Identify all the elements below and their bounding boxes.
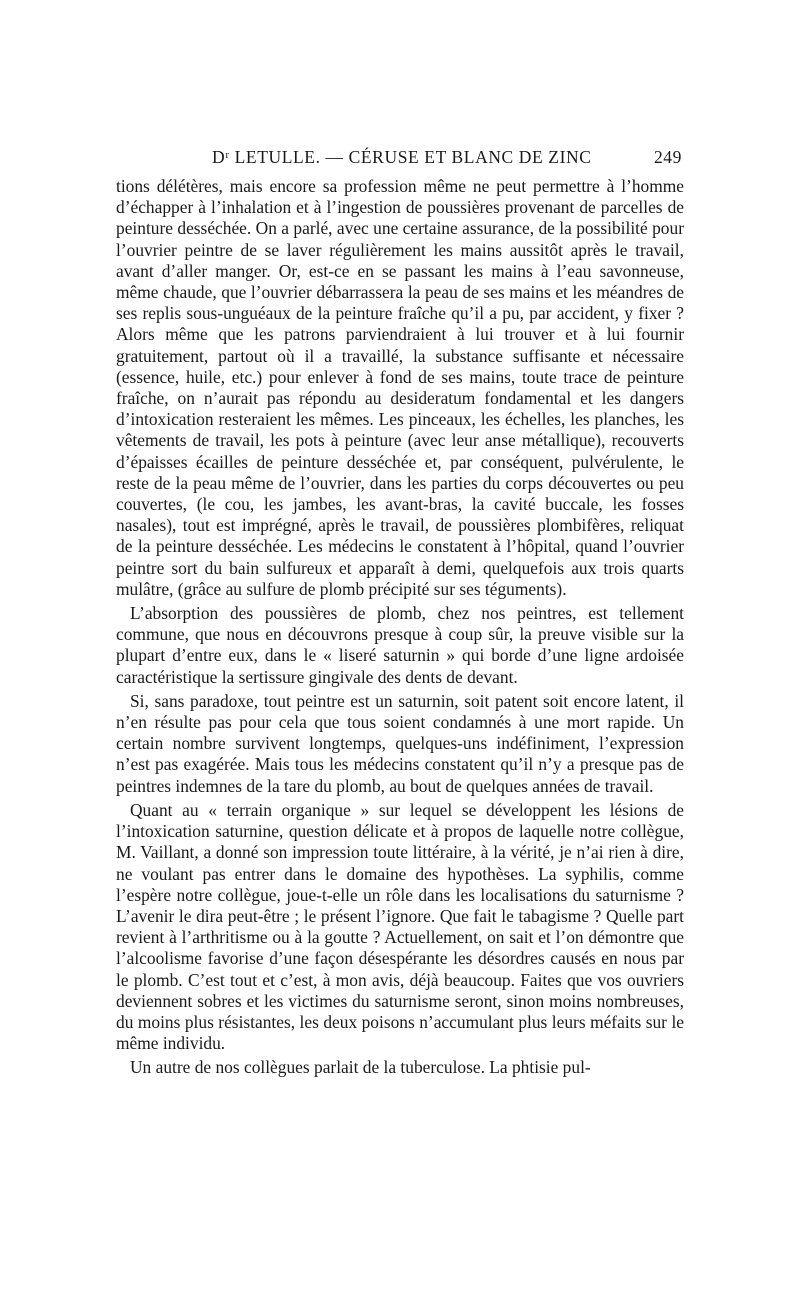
paragraph-lead-absorption: L’absorption des poussières de plomb, chez nos peintres, est tellement commune, que nous en découvrons presque à coup sûr, la preuve visible sur la plupart d’entre eux, dans le « liseré saturnin » qui borde d’une ligne ardoisée caractéristique la sertissure gingivale des dents de devant.: [116, 603, 684, 687]
body-text: [116, 176, 684, 1079]
paragraph-tuberculose: Un autre de nos collègues parlait de la tuberculose. La phtisie pul-: [130, 1057, 591, 1078]
running-head: [116, 142, 684, 176]
paragraph-saturnin: Si, sans paradoxe, tout peintre est un saturnin, soit patent soit encore latent, il n’en résulte pas pour cela que tous soient condamnés à une mort rapide. Un certain nombre survivent longtemps, quelques-uns indéfiniment, l’expression n’est pas exagérée. Mais tous les médecins constatent qu’il n’y a presque pas de peintres indemnes de la tare du plomb, au bout de quelques années de travail.: [116, 690, 684, 796]
page-number: 249: [653, 147, 682, 167]
paragraph-terrain-organique: Quant au « terrain organique » sur lequel se développent les lésions de l’intoxication saturnine, question délicate et à propos de laquelle notre collègue, M. Vaillant, a donné son impression toute littéraire, à la vérité, je n’ai rien à dire, ne voulant pas entrer dans le domaine des hypothèses. La syphilis, comme l’espère notre collègue, joue-t-elle un rôle dans les localisations du saturnisme ? L’avenir le dira peut-être ; le présent l’ignore. Que fait le tabagisme ? Quelle part revient à l’arthritisme ou à la goutte ? Actuellement, on sait et l’on démontre que l’alcoolisme favorise d’une façon désespérante les désordres causés en nous par le plomb. C’est tout et c’est, à mon avis, déjà beaucoup. Faites que vos ouvriers deviennent sobres et les victimes du saturnisme seront, sinon moins nombreuses, du moins plus résistantes, les deux poisons n’accumulant plus leurs méfaits sur le même individu.: [116, 799, 684, 1054]
paragraph-continuation: tions délétères, mais encore sa profession même ne peut permettre à l’homme d’échapper à l’inhalation et à l’ingestion de poussières provenant de parcelles de peinture desséchée. On a parlé, avec une certaine assurance, de la possibilité pour l’ouvrier peintre de se laver régulièrement les mains aussitôt après le travail, avant d’aller manger. Or, est-ce en se passant les mains à l’eau savonneuse, même chaude, que l’ouvrier débarrassera la peau de ses mains et les méandres de ses replis sous-unguéaux de la peinture fraîche qu’il a pu, par accident, y fixer ? Alors même que les patrons parviendraient à lui trouver et à lui fournir gratuitement, partout où il a travaillé, la substance suffisante et nécessaire (essence, huile, etc.) pour enlever à fond de ses mains, toute trace de peinture fraîche, on n’aurait pas répondu au desideratum fondamental et les dangers d’intoxication resteraient les mêmes. Les pinceaux, les échelles, les planches, les vêtements de travail, les pots à peinture (avec leur anse métallique), recouverts d’épaisses écailles de peinture desséchée et, par conséquent, pulvérulente, le reste de la peau même de l’ouvrier, dans les parties du corps découvertes ou peu couvertes, (le cou, les jambes, les avant-bras, la cavité buccale, les fosses nasales), tout est imprégné, après le travail, de poussières plombifères, reliquat de la peinture desséchée. Les médecins le constatent à l’hôpital, quand l’ouvrier peintre sort du bain sulfureux et apparaît à demi, quelquefois aux trois quarts mulâtre, (grâce au sulfure de plomb précipité sur ses téguments).: [116, 176, 684, 599]
book-page: [116, 142, 684, 1082]
running-title: Dʳ LETULLE. — CÉRUSE ET BLANC DE ZINC: [212, 147, 592, 167]
